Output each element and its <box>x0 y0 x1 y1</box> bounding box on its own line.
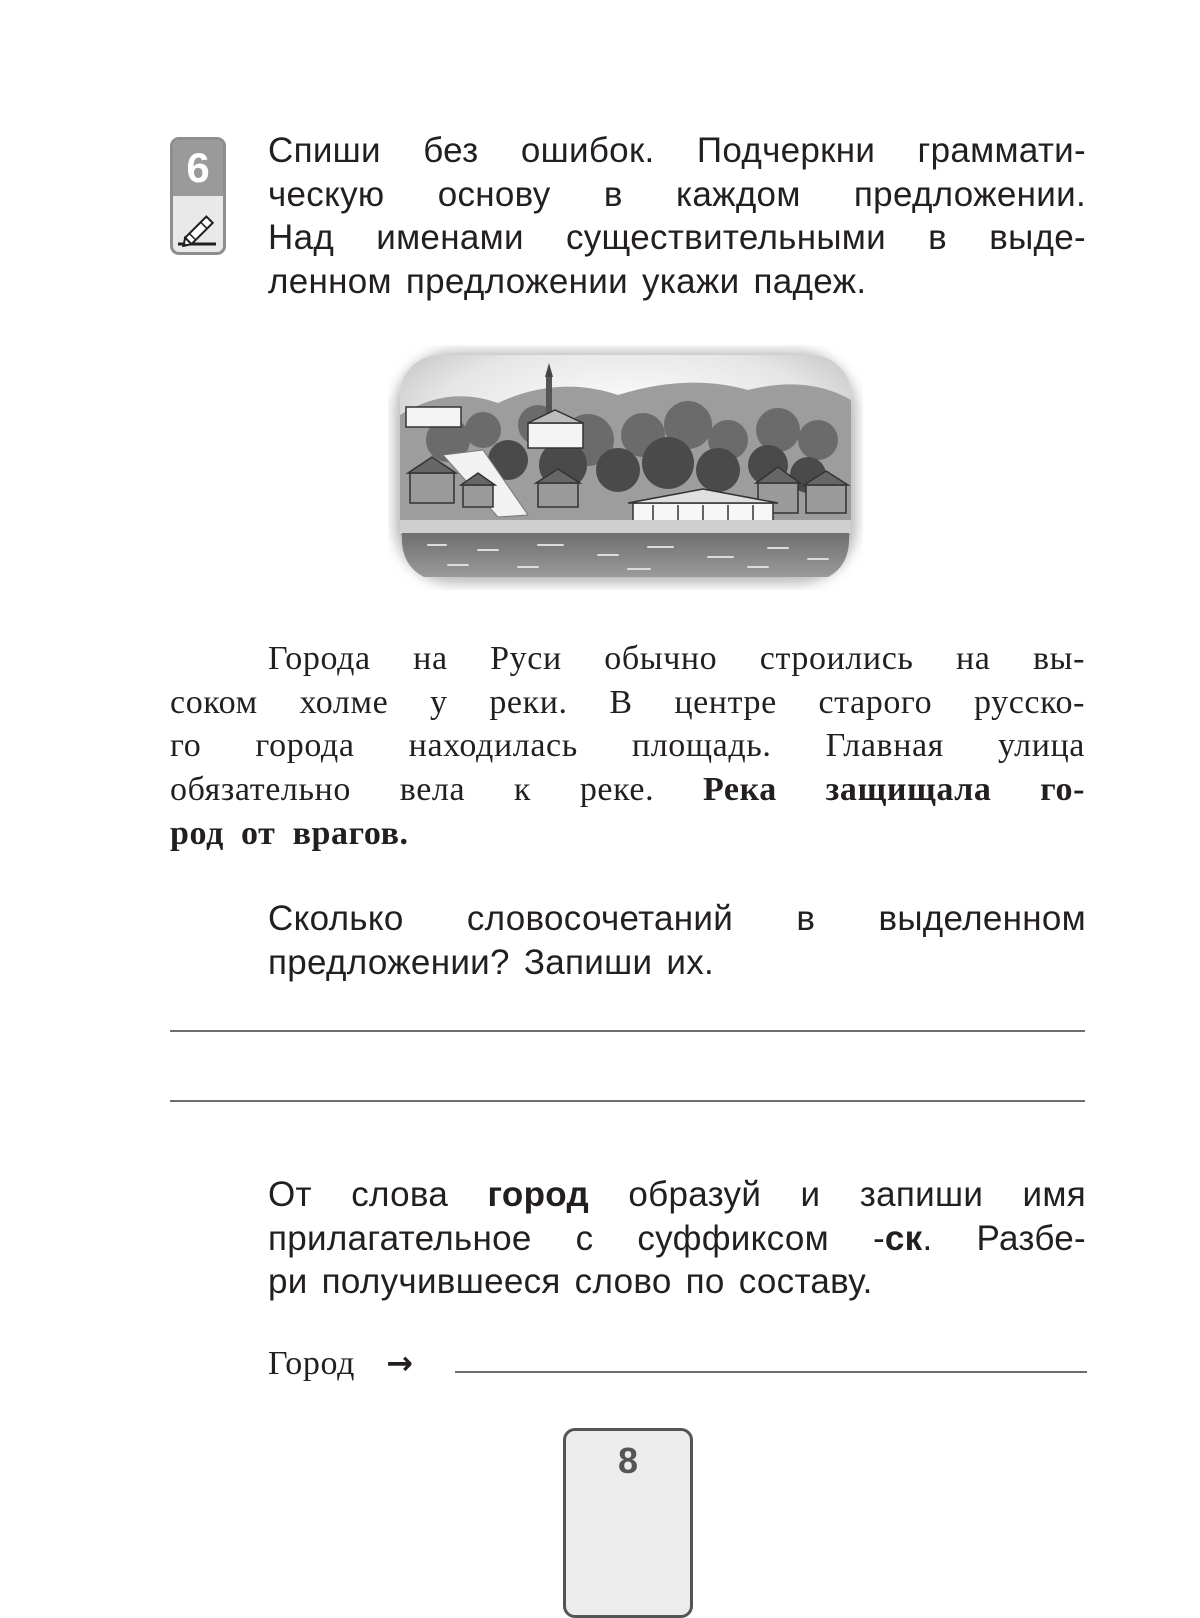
answer-line[interactable] <box>170 1100 1085 1102</box>
task-number-badge <box>170 137 226 255</box>
question-2 <box>268 1173 1086 1304</box>
instruction-line: ческую основу в каждом предложении. <box>268 174 1086 214</box>
passage-line: го города находилась площадь. Главная улица <box>170 727 1085 765</box>
instruction-line: ленном предложении укажи падеж. <box>268 262 867 302</box>
answer-line[interactable] <box>170 1030 1085 1032</box>
passage <box>170 637 1085 856</box>
question-line <box>268 1217 1086 1261</box>
highlighted-sentence-part2: род от врагов. <box>170 814 409 852</box>
task-number: 6 <box>173 140 223 196</box>
passage-line: соком холме у реки. В центре старого русско- <box>170 683 1085 721</box>
question-line <box>268 1173 1086 1217</box>
answer-prompt <box>268 1341 414 1386</box>
arrow-icon: → <box>386 1344 414 1382</box>
page-number-text: 8 <box>617 1440 639 1481</box>
highlighted-sentence-part1: Река защищала го- <box>702 771 1085 809</box>
answer-line[interactable] <box>455 1371 1087 1373</box>
question-text: . Разбе- <box>922 1218 1086 1258</box>
question-line: ри получившееся слово по составу. <box>268 1262 873 1302</box>
suffix: ск <box>884 1218 923 1258</box>
instruction-line: Над именами существительными в выде- <box>268 218 1086 258</box>
passage-line-text: обязательно вела к реке. <box>170 771 703 809</box>
question-text: образуй и запиши имя <box>589 1175 1086 1214</box>
passage-line: Города на Руси обычно строились на вы- <box>268 640 1085 677</box>
page-number <box>563 1428 693 1618</box>
question-line: предложении? Запиши их. <box>268 942 715 982</box>
question-line: Сколько словосочетаний в выделенном <box>268 899 1086 938</box>
passage-line <box>170 768 1085 812</box>
prompt-word: Город <box>268 1345 355 1382</box>
pencil-icon <box>176 200 222 252</box>
town-illustration <box>388 345 863 590</box>
passage-line <box>170 812 1085 856</box>
instruction-line: Спиши без ошибок. Подчеркни граммати- <box>268 131 1086 170</box>
question-1 <box>268 897 1086 984</box>
question-text: От слова <box>268 1175 488 1214</box>
question-text: прилагательное с суффиксом - <box>268 1218 885 1258</box>
task-instruction <box>268 129 1086 304</box>
bold-word: город <box>487 1175 590 1214</box>
